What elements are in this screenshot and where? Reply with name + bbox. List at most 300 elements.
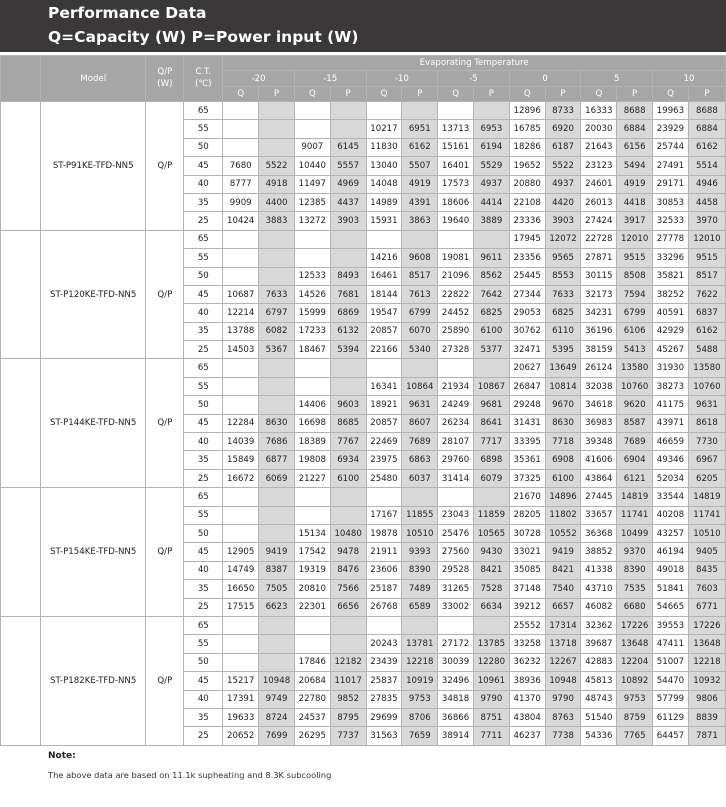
power-value-cell: 4418	[617, 193, 653, 211]
power-value-cell: 6953	[473, 120, 509, 138]
model-name-cell: ST-P182KE-TFD-NN5	[41, 616, 146, 745]
power-value-cell: 9419	[545, 543, 581, 561]
power-value-cell: 9631	[402, 396, 438, 414]
power-value-cell: 6205	[688, 469, 725, 487]
capacity-value-cell	[366, 359, 402, 377]
ct-cell: 50	[184, 524, 223, 542]
capacity-value-cell	[223, 488, 259, 506]
power-value-cell: 9515	[617, 249, 653, 267]
power-value-cell: 17226	[688, 616, 725, 634]
power-value-cell: 6145	[330, 138, 366, 156]
capacity-value-cell: 42929	[653, 322, 689, 340]
capacity-value-cell: 14526	[294, 285, 330, 303]
ct-cell: 25	[184, 469, 223, 487]
capacity-value-cell: 16401	[438, 157, 474, 175]
capacity-value-cell: 51007	[653, 653, 689, 671]
capacity-value-cell: 27560	[438, 543, 474, 561]
capacity-value-cell: 18389	[294, 433, 330, 451]
qp-cell: Q/P	[146, 102, 184, 231]
ct-cell: 40	[184, 433, 223, 451]
q-subheader: Q	[294, 87, 330, 102]
power-value-cell	[330, 616, 366, 634]
capacity-value-cell: 23975	[366, 451, 402, 469]
capacity-value-cell: 46082	[581, 598, 617, 616]
capacity-value-cell: 35085	[509, 561, 545, 579]
power-value-cell	[259, 488, 295, 506]
note-title: Note:	[48, 751, 76, 761]
power-value-cell: 9670	[545, 396, 581, 414]
capacity-value-cell: 20627	[509, 359, 545, 377]
power-value-cell: 8630	[545, 414, 581, 432]
capacity-value-cell: 38914	[438, 727, 474, 745]
power-value-cell: 6898	[473, 451, 509, 469]
capacity-value-cell: 27835	[366, 690, 402, 708]
power-value-cell: 8641	[473, 414, 509, 432]
power-value-cell: 6162	[402, 138, 438, 156]
ct-cell: 65	[184, 102, 223, 120]
capacity-value-cell	[294, 120, 330, 138]
capacity-value-cell: 22108	[509, 193, 545, 211]
power-value-cell: 6884	[617, 120, 653, 138]
capacity-value-cell: 27778	[653, 230, 689, 248]
row-spacer	[1, 488, 41, 617]
ct-cell: 45	[184, 414, 223, 432]
power-value-cell: 10760	[617, 377, 653, 395]
power-value-cell: 17226	[617, 616, 653, 634]
power-value-cell	[259, 616, 295, 634]
power-value-cell: 9611	[473, 249, 509, 267]
power-value-cell: 13649	[545, 359, 581, 377]
capacity-value-cell: 36196	[581, 322, 617, 340]
power-value-cell: 6908	[545, 451, 581, 469]
page-subtitle: Q=Capacity (W) P=Power input (W)	[48, 28, 359, 46]
q-subheader: Q	[438, 87, 474, 102]
capacity-value-cell: 26768	[366, 598, 402, 616]
capacity-value-cell: 61129	[653, 708, 689, 726]
p-subheader: P	[402, 87, 438, 102]
power-value-cell: 7717	[473, 433, 509, 451]
capacity-value-cell: 10217	[366, 120, 402, 138]
power-value-cell: 5507	[402, 157, 438, 175]
q-subheader: Q	[509, 87, 545, 102]
capacity-value-cell: 33002	[438, 598, 474, 616]
capacity-value-cell	[223, 506, 259, 524]
capacity-value-cell	[223, 359, 259, 377]
power-value-cell: 9753	[402, 690, 438, 708]
power-value-cell: 9753	[617, 690, 653, 708]
power-value-cell: 7659	[402, 727, 438, 745]
power-value-cell: 7594	[617, 285, 653, 303]
ct-cell: 55	[184, 120, 223, 138]
power-value-cell: 9806	[688, 690, 725, 708]
power-value-cell: 6951	[402, 120, 438, 138]
capacity-value-cell: 23606	[366, 561, 402, 579]
power-value-cell	[473, 488, 509, 506]
power-value-cell: 6100	[473, 322, 509, 340]
power-value-cell: 6799	[402, 304, 438, 322]
capacity-value-cell: 33544	[653, 488, 689, 506]
ct-cell: 25	[184, 598, 223, 616]
power-value-cell: 7505	[259, 580, 295, 598]
capacity-value-cell: 20243	[366, 635, 402, 653]
power-value-cell: 8421	[545, 561, 581, 579]
capacity-value-cell: 20857	[366, 414, 402, 432]
capacity-value-cell: 29699	[366, 708, 402, 726]
power-value-cell: 8607	[402, 414, 438, 432]
power-value-cell: 9852	[330, 690, 366, 708]
power-value-cell: 14896	[545, 488, 581, 506]
model-name-cell: ST-P120KE-TFD-NN5	[41, 230, 146, 359]
power-value-cell: 8763	[545, 708, 581, 726]
power-value-cell: 7566	[330, 580, 366, 598]
power-value-cell: 7633	[545, 285, 581, 303]
power-value-cell: 9620	[617, 396, 653, 414]
capacity-value-cell: 34618	[581, 396, 617, 414]
power-value-cell: 6589	[402, 598, 438, 616]
capacity-value-cell	[294, 102, 330, 120]
qp-cell: Q/P	[146, 359, 184, 488]
power-value-cell: 12218	[402, 653, 438, 671]
power-value-cell: 5395	[545, 341, 581, 359]
power-value-cell: 6162	[688, 138, 725, 156]
power-value-cell: 4946	[688, 175, 725, 193]
capacity-value-cell: 26234	[438, 414, 474, 432]
power-value-cell: 7765	[617, 727, 653, 745]
capacity-value-cell: 39348	[581, 433, 617, 451]
power-value-cell: 8795	[330, 708, 366, 726]
capacity-value-cell: 45267	[653, 341, 689, 359]
capacity-value-cell: 22469	[366, 433, 402, 451]
capacity-value-cell: 43257	[653, 524, 689, 542]
table-row	[1, 102, 726, 120]
power-value-cell: 7613	[402, 285, 438, 303]
power-value-cell: 9565	[545, 249, 581, 267]
power-value-cell: 6920	[545, 120, 581, 138]
capacity-value-cell: 43971	[653, 414, 689, 432]
capacity-value-cell: 30853	[653, 193, 689, 211]
power-value-cell: 13781	[402, 635, 438, 653]
capacity-value-cell: 49346	[653, 451, 689, 469]
power-value-cell: 3970	[688, 212, 725, 230]
power-value-cell: 8476	[330, 561, 366, 579]
power-value-cell: 8387	[259, 561, 295, 579]
power-value-cell	[259, 506, 295, 524]
power-value-cell: 9405	[688, 543, 725, 561]
power-value-cell: 9370	[617, 543, 653, 561]
capacity-value-cell: 27424	[581, 212, 617, 230]
power-value-cell: 5394	[330, 341, 366, 359]
power-value-cell: 7718	[545, 433, 581, 451]
ct-cell: 65	[184, 616, 223, 634]
qp-cell: Q/P	[146, 616, 184, 745]
power-value-cell: 7633	[259, 285, 295, 303]
capacity-value-cell	[294, 635, 330, 653]
power-value-cell: 11855	[402, 506, 438, 524]
power-value-cell	[330, 488, 366, 506]
power-value-cell: 7738	[545, 727, 581, 745]
capacity-value-cell: 21911	[366, 543, 402, 561]
power-value-cell: 9515	[688, 249, 725, 267]
ct-cell: 50	[184, 138, 223, 156]
power-value-cell: 3889	[473, 212, 509, 230]
power-value-cell: 8435	[688, 561, 725, 579]
capacity-value-cell: 25890	[438, 322, 474, 340]
capacity-value-cell	[366, 102, 402, 120]
power-value-cell: 4420	[545, 193, 581, 211]
capacity-value-cell: 41175	[653, 396, 689, 414]
power-value-cell	[259, 230, 295, 248]
capacity-value-cell: 18286	[509, 138, 545, 156]
power-value-cell: 10864	[402, 377, 438, 395]
capacity-value-cell	[223, 138, 259, 156]
power-value-cell	[259, 635, 295, 653]
capacity-value-cell: 11497	[294, 175, 330, 193]
power-value-cell: 4918	[259, 175, 295, 193]
power-value-cell: 10892	[617, 672, 653, 690]
power-value-cell	[402, 359, 438, 377]
power-value-cell	[402, 230, 438, 248]
power-value-cell	[259, 249, 295, 267]
col-header-qp: Q/P (W)	[146, 56, 184, 102]
power-value-cell: 3883	[259, 212, 295, 230]
power-value-cell: 8630	[259, 414, 295, 432]
capacity-value-cell: 15931	[366, 212, 402, 230]
power-value-cell: 10480	[330, 524, 366, 542]
capacity-value-cell: 20030	[581, 120, 617, 138]
power-value-cell: 5494	[617, 157, 653, 175]
power-value-cell: 8618	[688, 414, 725, 432]
power-value-cell: 7686	[259, 433, 295, 451]
power-value-cell: 9681	[473, 396, 509, 414]
capacity-value-cell: 23929	[653, 120, 689, 138]
power-value-cell: 6884	[688, 120, 725, 138]
capacity-value-cell: 20857	[366, 322, 402, 340]
capacity-value-cell	[294, 616, 330, 634]
power-value-cell: 5340	[402, 341, 438, 359]
capacity-value-cell: 31930	[653, 359, 689, 377]
power-value-cell: 7737	[330, 727, 366, 745]
power-value-cell: 6877	[259, 451, 295, 469]
capacity-value-cell: 22728	[581, 230, 617, 248]
capacity-value-cell: 21643	[581, 138, 617, 156]
power-value-cell: 10932	[688, 672, 725, 690]
power-value-cell: 5557	[330, 157, 366, 175]
capacity-value-cell	[223, 653, 259, 671]
ct-cell: 35	[184, 322, 223, 340]
power-value-cell: 4969	[330, 175, 366, 193]
capacity-value-cell: 9007	[294, 138, 330, 156]
capacity-value-cell	[438, 488, 474, 506]
capacity-value-cell: 35821	[653, 267, 689, 285]
capacity-value-cell: 48743	[581, 690, 617, 708]
capacity-value-cell: 31563	[366, 727, 402, 745]
power-value-cell: 10510	[688, 524, 725, 542]
ct-cell: 25	[184, 341, 223, 359]
power-value-cell: 10760	[688, 377, 725, 395]
power-value-cell: 7689	[617, 433, 653, 451]
capacity-value-cell: 54470	[653, 672, 689, 690]
table-row	[1, 359, 726, 377]
capacity-value-cell: 14039	[223, 433, 259, 451]
ct-cell: 35	[184, 193, 223, 211]
ct-cell: 65	[184, 488, 223, 506]
capacity-value-cell: 14749	[223, 561, 259, 579]
capacity-value-cell: 27871	[581, 249, 617, 267]
power-value-cell: 6656	[330, 598, 366, 616]
power-value-cell	[330, 120, 366, 138]
capacity-value-cell: 19547	[366, 304, 402, 322]
capacity-value-cell: 20880	[509, 175, 545, 193]
capacity-value-cell: 43864	[581, 469, 617, 487]
capacity-value-cell: 32173	[581, 285, 617, 303]
power-value-cell: 8839	[688, 708, 725, 726]
ct-cell: 65	[184, 359, 223, 377]
power-value-cell: 8587	[617, 414, 653, 432]
capacity-value-cell: 30039	[438, 653, 474, 671]
q-subheader: Q	[366, 87, 402, 102]
power-value-cell: 7540	[545, 580, 581, 598]
capacity-value-cell: 39687	[581, 635, 617, 653]
power-value-cell: 12072	[545, 230, 581, 248]
power-value-cell: 12280	[473, 653, 509, 671]
power-value-cell: 8688	[617, 102, 653, 120]
capacity-value-cell: 31431	[509, 414, 545, 432]
ct-cell: 55	[184, 377, 223, 395]
ct-cell: 50	[184, 396, 223, 414]
power-value-cell: 4437	[330, 193, 366, 211]
capacity-value-cell	[294, 488, 330, 506]
power-value-cell	[330, 102, 366, 120]
row-spacer	[1, 359, 41, 488]
capacity-value-cell: 31265	[438, 580, 474, 598]
capacity-value-cell: 36983	[581, 414, 617, 432]
capacity-value-cell: 17391	[223, 690, 259, 708]
power-value-cell	[259, 120, 295, 138]
capacity-value-cell: 19081	[438, 249, 474, 267]
capacity-value-cell: 19652	[509, 157, 545, 175]
power-value-cell: 12218	[688, 653, 725, 671]
power-value-cell	[330, 506, 366, 524]
power-value-cell: 8390	[617, 561, 653, 579]
power-value-cell: 6863	[402, 451, 438, 469]
power-value-cell: 9631	[688, 396, 725, 414]
capacity-value-cell: 27172	[438, 635, 474, 653]
ct-cell: 25	[184, 212, 223, 230]
capacity-value-cell: 36368	[581, 524, 617, 542]
capacity-value-cell: 14406	[294, 396, 330, 414]
power-value-cell: 8517	[688, 267, 725, 285]
capacity-value-cell: 36232	[509, 653, 545, 671]
ct-cell: 40	[184, 304, 223, 322]
capacity-value-cell: 24601	[581, 175, 617, 193]
power-value-cell: 11859	[473, 506, 509, 524]
capacity-value-cell: 15999	[294, 304, 330, 322]
capacity-value-cell: 13788	[223, 322, 259, 340]
capacity-value-cell: 12905	[223, 543, 259, 561]
power-value-cell: 8562	[473, 267, 509, 285]
capacity-value-cell: 19640	[438, 212, 474, 230]
capacity-value-cell: 23123	[581, 157, 617, 175]
power-value-cell: 4919	[402, 175, 438, 193]
capacity-value-cell: 34818	[438, 690, 474, 708]
table-row	[1, 230, 726, 248]
capacity-value-cell: 16650	[223, 580, 259, 598]
capacity-value-cell: 17573	[438, 175, 474, 193]
ct-cell: 45	[184, 543, 223, 561]
p-subheader: P	[330, 87, 366, 102]
power-value-cell	[402, 616, 438, 634]
ct-cell: 40	[184, 175, 223, 193]
power-value-cell: 6904	[617, 451, 653, 469]
capacity-value-cell: 30762	[509, 322, 545, 340]
capacity-value-cell: 29171	[653, 175, 689, 193]
power-value-cell: 13580	[688, 359, 725, 377]
col-header-ct: C.T. (℃)	[184, 56, 223, 102]
power-value-cell: 8751	[473, 708, 509, 726]
power-value-cell	[259, 359, 295, 377]
capacity-value-cell: 42883	[581, 653, 617, 671]
capacity-value-cell: 16341	[366, 377, 402, 395]
capacity-value-cell: 47411	[653, 635, 689, 653]
power-value-cell: 7730	[688, 433, 725, 451]
ct-cell: 45	[184, 157, 223, 175]
capacity-value-cell: 37325	[509, 469, 545, 487]
performance-table	[0, 55, 726, 746]
power-value-cell: 8733	[545, 102, 581, 120]
capacity-value-cell: 32471	[509, 341, 545, 359]
power-value-cell: 10814	[545, 377, 581, 395]
capacity-value-cell: 23439	[366, 653, 402, 671]
power-value-cell: 13648	[617, 635, 653, 653]
power-value-cell: 6082	[259, 322, 295, 340]
power-value-cell: 6110	[545, 322, 581, 340]
capacity-value-cell	[223, 230, 259, 248]
power-value-cell: 7711	[473, 727, 509, 745]
evap-temp-header: 5	[581, 71, 653, 87]
ct-cell: 55	[184, 249, 223, 267]
power-value-cell	[473, 359, 509, 377]
capacity-value-cell: 40591	[653, 304, 689, 322]
power-value-cell: 3903	[330, 212, 366, 230]
power-value-cell: 17314	[545, 616, 581, 634]
power-value-cell: 6132	[330, 322, 366, 340]
capacity-value-cell: 38159	[581, 341, 617, 359]
capacity-value-cell	[223, 616, 259, 634]
p-subheader: P	[617, 87, 653, 102]
capacity-value-cell: 21670	[509, 488, 545, 506]
power-value-cell: 9608	[402, 249, 438, 267]
capacity-value-cell: 31414	[438, 469, 474, 487]
power-value-cell	[259, 653, 295, 671]
power-value-cell: 7767	[330, 433, 366, 451]
capacity-value-cell: 21096	[438, 267, 474, 285]
capacity-value-cell: 18467	[294, 341, 330, 359]
capacity-value-cell: 19878	[366, 524, 402, 542]
capacity-value-cell: 17233	[294, 322, 330, 340]
model-name-cell: ST-P144KE-TFD-NN5	[41, 359, 146, 488]
capacity-value-cell: 20810	[294, 580, 330, 598]
capacity-value-cell	[438, 616, 474, 634]
power-value-cell: 5488	[688, 341, 725, 359]
capacity-value-cell: 11830	[366, 138, 402, 156]
capacity-value-cell: 16333	[581, 102, 617, 120]
power-value-cell: 6121	[617, 469, 653, 487]
capacity-value-cell: 33258	[509, 635, 545, 653]
power-value-cell: 10919	[402, 672, 438, 690]
capacity-value-cell: 38252	[653, 285, 689, 303]
capacity-value-cell: 29528	[438, 561, 474, 579]
row-spacer	[1, 230, 41, 359]
